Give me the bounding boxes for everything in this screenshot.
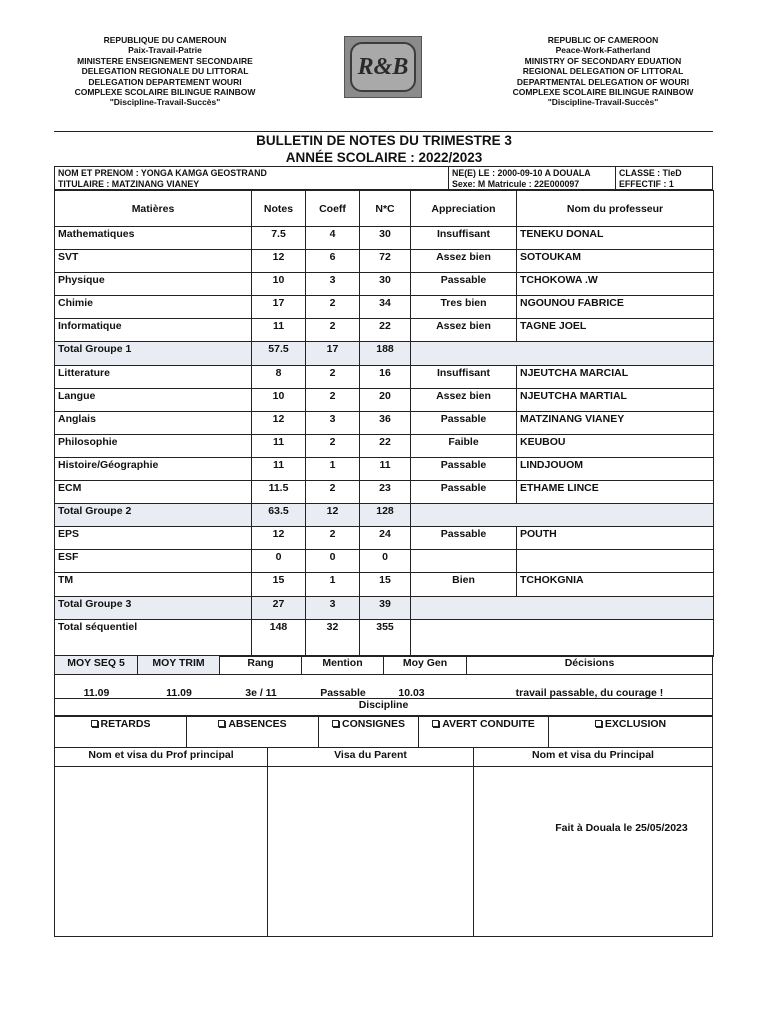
student-identity-cell: [55, 167, 449, 189]
signature-parent: [268, 748, 474, 936]
student-class-cell: [616, 167, 712, 189]
discipline-avert-conduite[interactable]: [419, 717, 549, 747]
student-birth-cell: [449, 167, 616, 189]
note-cell: 15: [252, 573, 306, 596]
grades-body: [55, 227, 714, 657]
nc-cell: 188: [360, 342, 411, 365]
note-cell: 148: [252, 619, 306, 656]
discipline-title: Discipline: [54, 699, 713, 716]
note-cell: 12: [252, 527, 306, 550]
header-right-line: "Discipline-Travail-Succès": [547, 97, 659, 108]
subject-cell: Anglais: [55, 411, 252, 434]
col-header-teacher: Nom du professeur: [517, 191, 714, 227]
coeff-cell: 2: [306, 481, 360, 504]
sequential-total-row: [55, 619, 714, 656]
teacher-cell: TENEKU DONAL: [517, 227, 714, 250]
group-total-blank: [411, 504, 714, 527]
grades-table: [54, 190, 714, 657]
subject-row: [55, 227, 714, 250]
group-total-row: [55, 342, 714, 365]
checkbox-icon[interactable]: [332, 720, 339, 727]
teacher-cell: ETHAME LINCE: [517, 481, 714, 504]
subject-row: [55, 411, 714, 434]
note-cell: 57.5: [252, 342, 306, 365]
subject-cell: Langue: [55, 388, 252, 411]
checkbox-icon[interactable]: [218, 720, 225, 727]
group-total-row: [55, 596, 714, 619]
subject-cell: ECM: [55, 481, 252, 504]
subject-cell: Total Groupe 2: [55, 504, 252, 527]
note-cell: 11: [252, 457, 306, 480]
coeff-cell: 2: [306, 296, 360, 319]
nc-cell: 22: [360, 434, 411, 457]
nc-cell: 36: [360, 411, 411, 434]
done-at-date: Fait à Douala le 25/05/2023: [555, 822, 688, 834]
school-logo-mark: R&B: [350, 42, 416, 92]
coeff-cell: 2: [306, 319, 360, 342]
coeff-cell: 3: [306, 596, 360, 619]
coeff-cell: 1: [306, 457, 360, 480]
report-title: BULLETIN DE NOTES DU TRIMESTRE 3: [256, 133, 512, 148]
summary-divider: [55, 674, 712, 675]
teacher-cell: TCHOKGNIA: [517, 573, 714, 596]
appreciation-cell: Passable: [411, 481, 517, 504]
header-right-line: DEPARTMENTAL DELEGATION OF WOURI: [516, 76, 690, 87]
checkbox-icon[interactable]: [432, 720, 439, 727]
subject-row: [55, 527, 714, 550]
summary-mention: Passable: [320, 687, 366, 699]
header-right: [478, 35, 728, 108]
subject-cell: SVT: [55, 250, 252, 273]
subject-row: [55, 457, 714, 480]
header-left-line: DELEGATION REGIONALE DU LITTORAL: [81, 66, 249, 77]
summary-header-moy-trim: MOY TRIM: [138, 656, 220, 674]
discipline-absences[interactable]: [187, 717, 319, 747]
discipline-exclusion[interactable]: [549, 717, 712, 747]
note-cell: 0: [252, 550, 306, 573]
discipline-label: CONSIGNES: [341, 718, 405, 730]
subject-cell: TM: [55, 573, 252, 596]
note-cell: 10: [252, 388, 306, 411]
teacher-cell: TAGNE JOEL: [517, 319, 714, 342]
header-left-line: DELEGATION DEPARTEMENT WOURI: [88, 76, 242, 87]
grades-header-row: [55, 191, 714, 227]
school-year: ANNÉE SCOLAIRE : 2022/2023: [285, 150, 483, 165]
header-right-line: Peace-Work-Fatherland: [555, 45, 651, 56]
signature-header: Nom et visa du Principal: [474, 748, 712, 767]
sex-matricule: Sexe: M Matricule : 22E000097: [452, 179, 580, 189]
nc-cell: 24: [360, 527, 411, 550]
checkbox-icon[interactable]: [595, 720, 602, 727]
subject-cell: Total Groupe 1: [55, 342, 252, 365]
teacher-cell: POUTH: [517, 527, 714, 550]
summary-moy-seq: 11.09: [83, 687, 110, 699]
appreciation-cell: Bien: [411, 573, 517, 596]
discipline-label: ABSENCES: [228, 718, 287, 730]
header-left-line: "Discipline-Travail-Succès": [109, 97, 221, 108]
header-right-line: REPUBLIC OF CAMEROON: [547, 35, 659, 45]
signature-principal: [474, 748, 712, 936]
appreciation-cell: Passable: [411, 527, 517, 550]
subject-cell: Total Groupe 3: [55, 596, 252, 619]
checkbox-icon[interactable]: [91, 720, 98, 727]
subject-cell: Mathematiques: [55, 227, 252, 250]
coeff-cell: 2: [306, 434, 360, 457]
subject-row: [55, 296, 714, 319]
teacher-cell: NJEUTCHA MARTIAL: [517, 388, 714, 411]
appreciation-cell: Assez bien: [411, 319, 517, 342]
signature-block: [54, 747, 713, 937]
subject-row: [55, 319, 714, 342]
nc-cell: 30: [360, 227, 411, 250]
summary-header-moy-gen: Moy Gen: [384, 656, 467, 674]
appreciation-cell: Passable: [411, 457, 517, 480]
sequential-total-blank: [411, 619, 714, 656]
note-cell: 11.5: [252, 481, 306, 504]
coeff-cell: 2: [306, 527, 360, 550]
teacher-cell: TCHOKOWA .W: [517, 273, 714, 296]
nc-cell: 20: [360, 388, 411, 411]
group-total-blank: [411, 596, 714, 619]
note-cell: 17: [252, 296, 306, 319]
subject-cell: Litterature: [55, 365, 252, 388]
header-left-line: MINISTERE ENSEIGNEMENT SECONDAIRE: [77, 55, 253, 66]
summary-decision: travail passable, du courage !: [515, 687, 664, 699]
summary-block: [54, 655, 713, 699]
class-size: EFFECTIF : 1: [619, 179, 674, 189]
teacher-cell: LINDJOUOM: [517, 457, 714, 480]
teacher-cell: [517, 550, 714, 573]
teacher-cell: NJEUTCHA MARCIAL: [517, 365, 714, 388]
birth-info: NE(E) LE : 2000-09-10 A DOUALA: [452, 168, 591, 178]
header-left-line: COMPLEXE SCOLAIRE BILINGUE RAINBOW: [74, 87, 256, 98]
subject-row: [55, 573, 714, 596]
appreciation-cell: Assez bien: [411, 388, 517, 411]
note-cell: 12: [252, 411, 306, 434]
summary-header-mention: Mention: [302, 656, 384, 674]
summary-header-rang: Rang: [220, 656, 302, 674]
subject-row: [55, 481, 714, 504]
coeff-cell: 3: [306, 273, 360, 296]
header-left-line: Paix-Travail-Patrie: [128, 45, 202, 56]
appreciation-cell: Passable: [411, 411, 517, 434]
teacher-cell: KEUBOU: [517, 434, 714, 457]
teacher-cell: MATZINANG VIANEY: [517, 411, 714, 434]
summary-moy-gen: 10.03: [398, 687, 425, 699]
header-right-line: MINISTRY OF SECONDARY EDUATION: [524, 55, 682, 66]
discipline-retards[interactable]: [55, 717, 187, 747]
discipline-label: RETARDS: [100, 718, 151, 730]
nc-cell: 0: [360, 550, 411, 573]
coeff-cell: 1: [306, 573, 360, 596]
col-header-appreciation: Appreciation: [411, 191, 517, 227]
note-cell: 7.5: [252, 227, 306, 250]
subject-row: [55, 388, 714, 411]
nc-cell: 72: [360, 250, 411, 273]
coeff-cell: 3: [306, 411, 360, 434]
appreciation-cell: Assez bien: [411, 250, 517, 273]
subject-cell: ESF: [55, 550, 252, 573]
nc-cell: 22: [360, 319, 411, 342]
school-logo: [344, 36, 422, 98]
discipline-checkboxes: [54, 716, 713, 748]
coeff-cell: 2: [306, 388, 360, 411]
note-cell: 27: [252, 596, 306, 619]
summary-rang: 3e / 11: [245, 687, 277, 699]
coeff-cell: 12: [306, 504, 360, 527]
appreciation-cell: Tres bien: [411, 296, 517, 319]
header-right-line: COMPLEXE SCOLAIRE BILINGUE RAINBOW: [512, 87, 694, 98]
summary-header-moy-seq: MOY SEQ 5: [55, 656, 138, 674]
summary-header-decisions: Décisions: [564, 657, 615, 669]
coeff-cell: 6: [306, 250, 360, 273]
nc-cell: 30: [360, 273, 411, 296]
subject-row: [55, 550, 714, 573]
teacher-cell: NGOUNOU FABRICE: [517, 296, 714, 319]
nc-cell: 15: [360, 573, 411, 596]
coeff-cell: 0: [306, 550, 360, 573]
class-teacher: TITULAIRE : MATZINANG VIANEY: [58, 179, 200, 189]
discipline-consignes[interactable]: [319, 717, 419, 747]
col-header-subject: Matières: [55, 191, 252, 227]
nc-cell: 39: [360, 596, 411, 619]
appreciation-cell: Insuffisant: [411, 227, 517, 250]
subject-cell: Chimie: [55, 296, 252, 319]
signature-prof-principal: [55, 748, 268, 936]
note-cell: 12: [252, 250, 306, 273]
student-info: [54, 166, 713, 190]
header-left: [40, 35, 290, 108]
subject-cell: EPS: [55, 527, 252, 550]
note-cell: 11: [252, 434, 306, 457]
coeff-cell: 2: [306, 365, 360, 388]
nc-cell: 16: [360, 365, 411, 388]
appreciation-cell: Faible: [411, 434, 517, 457]
note-cell: 8: [252, 365, 306, 388]
nc-cell: 34: [360, 296, 411, 319]
note-cell: 63.5: [252, 504, 306, 527]
coeff-cell: 32: [306, 619, 360, 656]
signature-header: Nom et visa du Prof principal: [55, 748, 267, 767]
signature-header: Visa du Parent: [268, 748, 473, 767]
appreciation-cell: [411, 550, 517, 573]
class-name: CLASSE : TleD: [619, 168, 682, 178]
nc-cell: 11: [360, 457, 411, 480]
appreciation-cell: Insuffisant: [411, 365, 517, 388]
subject-row: [55, 434, 714, 457]
subject-cell: Histoire/Géographie: [55, 457, 252, 480]
discipline-label: AVERT CONDUITE: [442, 718, 535, 730]
col-header-nc: N*C: [360, 191, 411, 227]
header-right-line: REGIONAL DELEGATION OF LITTORAL: [522, 66, 684, 77]
nc-cell: 355: [360, 619, 411, 656]
teacher-cell: SOTOUKAM: [517, 250, 714, 273]
summary-moy-trim: 11.09: [166, 687, 192, 699]
appreciation-cell: Passable: [411, 273, 517, 296]
student-name: NOM ET PRENOM : YONGA KAMGA GEOSTRAND: [58, 168, 267, 178]
coeff-cell: 4: [306, 227, 360, 250]
subject-row: [55, 365, 714, 388]
header-left-line: REPUBLIQUE DU CAMEROUN: [103, 35, 227, 45]
nc-cell: 23: [360, 481, 411, 504]
subject-row: [55, 273, 714, 296]
header-divider: [54, 131, 713, 132]
subject-cell: Physique: [55, 273, 252, 296]
subject-cell: Total séquentiel: [55, 619, 252, 656]
col-header-notes: Notes: [252, 191, 306, 227]
subject-cell: Informatique: [55, 319, 252, 342]
subject-cell: Philosophie: [55, 434, 252, 457]
coeff-cell: 17: [306, 342, 360, 365]
col-header-coeff: Coeff: [306, 191, 360, 227]
note-cell: 10: [252, 273, 306, 296]
nc-cell: 128: [360, 504, 411, 527]
subject-row: [55, 250, 714, 273]
group-total-row: [55, 504, 714, 527]
group-total-blank: [411, 342, 714, 365]
discipline-label: EXCLUSION: [604, 718, 667, 730]
note-cell: 11: [252, 319, 306, 342]
